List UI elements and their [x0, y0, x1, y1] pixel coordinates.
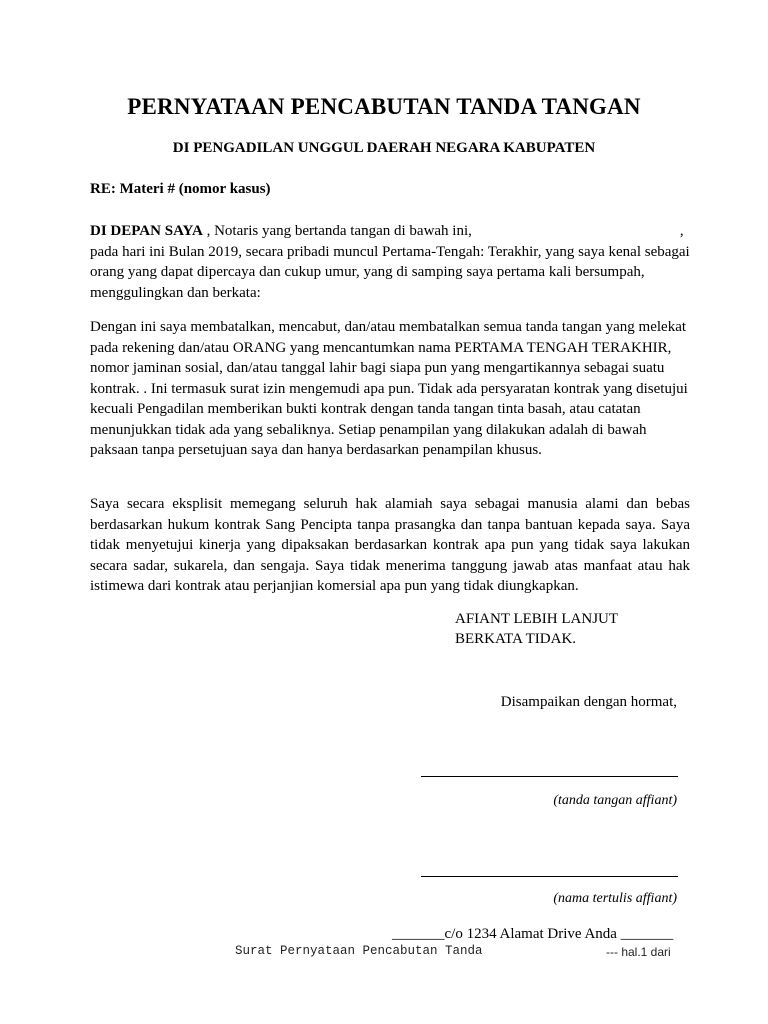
affiant-line-1: AFIANT LEBIH LANJUT	[455, 611, 619, 627]
footer-document-name: Surat Pernyataan Pencabutan Tanda	[235, 944, 483, 958]
signature-line	[421, 776, 678, 777]
signature-caption: (tanda tangan affiant)	[553, 793, 677, 808]
opening-text-continued: , pada hari ini Bulan 2019, secara pribadi muncul Pertama-Tengah: Terakhir, yang saya kenal sebagai orang yang dapat dipercaya dan cukup umur, yang di samping saya pertama kali bersumpah, menggulingkan dan berkata:	[90, 223, 690, 301]
revocation-paragraph: Dengan ini saya membatalkan, mencabut, dan/atau membatalkan semua tanda tangan yang melekat pada rekening dan/atau ORANG yang mencantumkan nama PERTAMA TENGAH TERAKHIR, nomor jaminan sosial, dan/atau tanggal lahir bagi siapa pun yang mengartikannya sebagai suatu kontrak. . Ini termasuk surat izin mengemudi apa pun. Tidak ada persyaratan kontrak yang disetujui kecuali Pengadilan memberikan bukti kontrak dengan tanda tangan tinta basah, atau catatan menunjukkan tidak ada yang sebaliknya. Setiap penampilan yang dilakukan adalah di bawah paksaan tanpa persetujuan saya dan hanya berdasarkan penampilan khusus.	[90, 319, 688, 458]
footer-page-number: --- hal.1 dari	[606, 945, 671, 959]
printed-name-line	[421, 876, 678, 877]
affiant-closing	[455, 609, 618, 649]
case-reference: RE: Materi # (nomor kasus)	[90, 181, 271, 197]
closing-regards: Disampaikan dengan hormat,	[500, 694, 677, 710]
printed-name-caption: (nama tertulis affiant)	[553, 891, 677, 906]
opening-lead: DI DEPAN SAYA	[90, 223, 203, 239]
affiant-address: _______c/o 1234 Alamat Drive Anda _______	[392, 926, 674, 942]
document-title: PERNYATAAN PENCABUTAN TANDA TANGAN	[127, 94, 641, 119]
rights-paragraph: Saya secara eksplisit memegang seluruh hak alamiah saya sebagai manusia alami dan bebas berdasarkan hukum kontrak Sang Pencipta tanpa prasangka dan tanpa bantuan kepada saya. Saya tidak menyetujui kinerja yang dipaksakan berdasarkan kontrak apa pun yang tidak saya lakukan secara sadar, sukarela, dan sengaja. Saya tidak menerima tanggung jawab atas manfaat atau hak istimewa dari kontrak atau perjanjian komersial apa pun yang tidak diungkapkan.	[90, 496, 690, 594]
court-subtitle: DI PENGADILAN UNGGUL DAERAH NEGARA KABUPATEN	[172, 140, 596, 156]
opening-paragraph	[90, 221, 690, 303]
affiant-line-2: BERKATA TIDAK.	[455, 631, 577, 647]
opening-text: , Notaris yang bertanda tangan di bawah ini,	[202, 223, 472, 239]
